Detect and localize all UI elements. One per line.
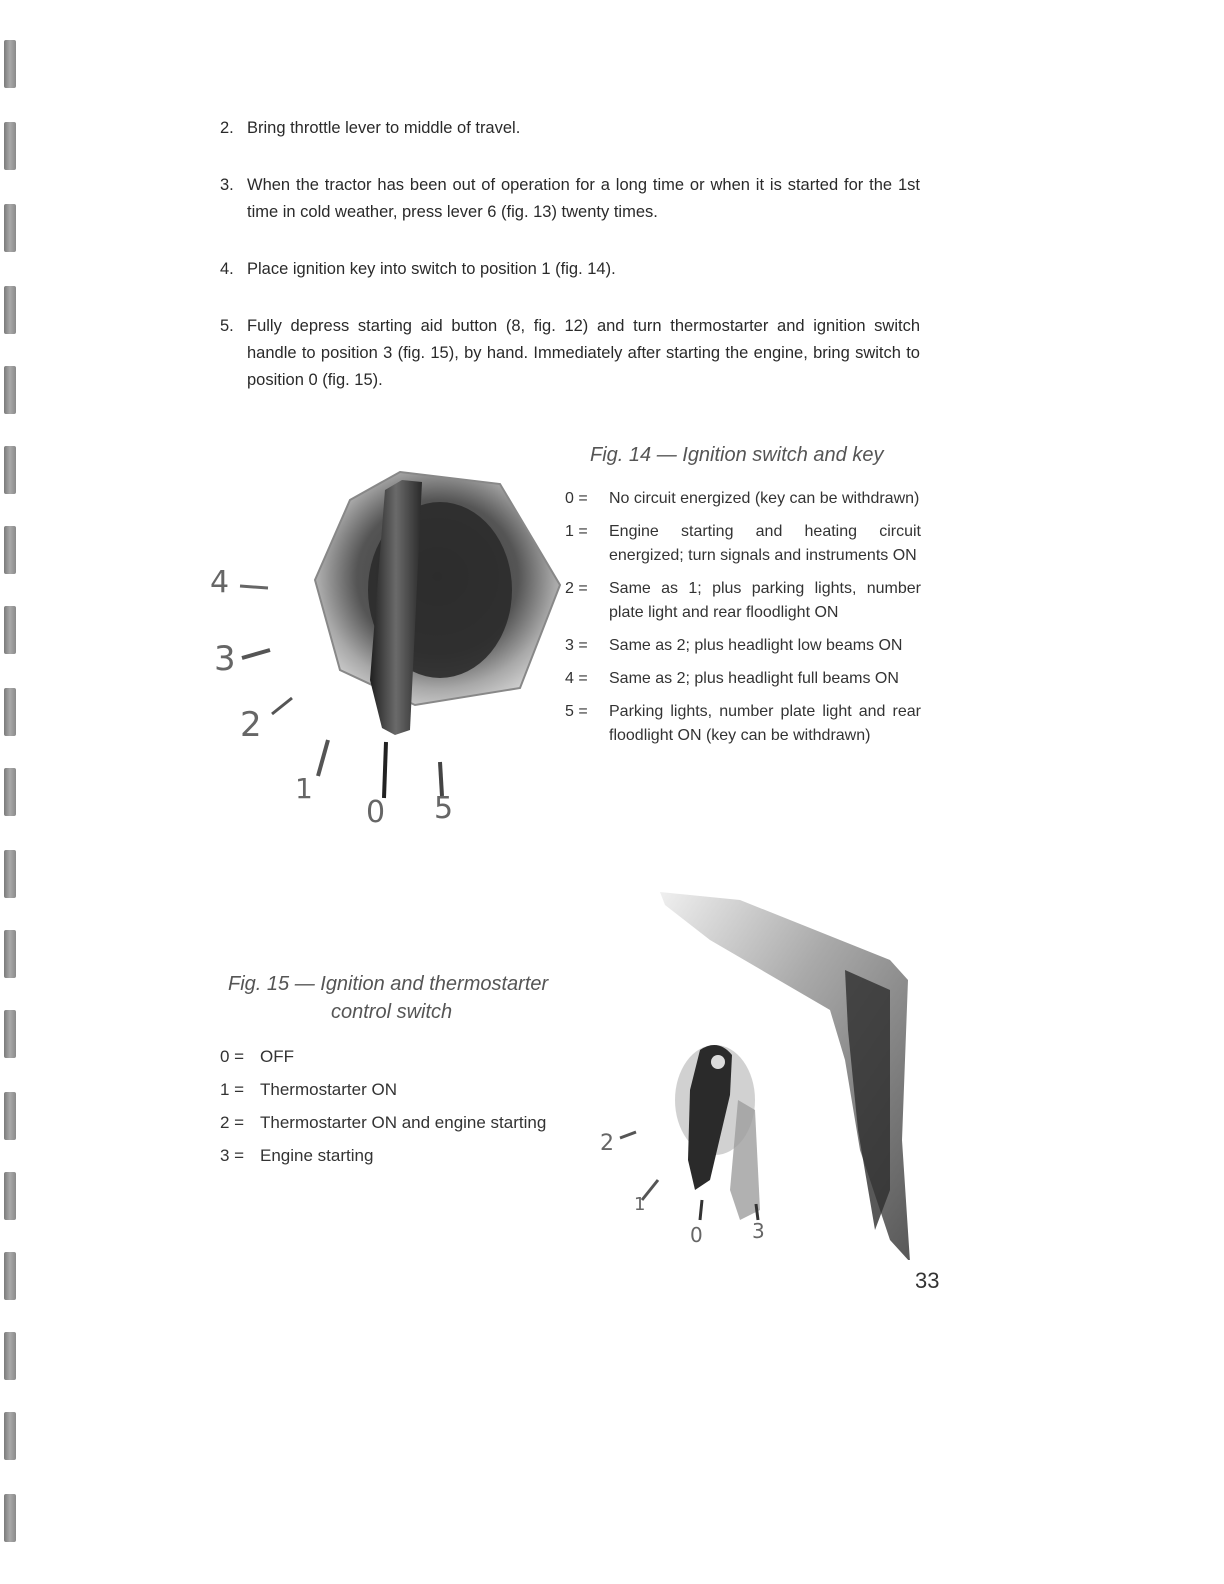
- step-text: Fully depress starting aid button (8, fig. 12) and turn thermostarter and ignition switch handle to position 3 (fig. 15), by hand. Immediately after starting the engine, bring switch to position 0 (fig. 15).: [247, 317, 920, 389]
- legend-key: 0 =: [220, 1047, 245, 1066]
- step-number: 4.: [220, 260, 234, 278]
- thermostarter-switch-illustration: [590, 890, 920, 1260]
- legend-text: Parking lights, number plate light and rear floodlight ON (key can be withdrawn): [609, 703, 921, 744]
- fig15-caption: [228, 970, 548, 1026]
- fig14-caption: Fig. 14 — Ignition switch and key: [590, 444, 884, 466]
- fig14-legend: [565, 487, 921, 757]
- position-label-5: 5: [434, 791, 454, 826]
- fig15-caption-line1: Fig. 15 — Ignition and thermostarter: [228, 973, 549, 995]
- position-label-1: 1: [634, 1194, 646, 1215]
- ignition-switch-illustration: [200, 460, 570, 840]
- position-label-2: 2: [600, 1131, 614, 1156]
- legend-key: 2 =: [565, 580, 588, 597]
- legend-text: Thermostarter ON: [260, 1080, 397, 1099]
- legend-key: 0 =: [565, 490, 588, 507]
- position-label-0: 0: [366, 795, 386, 830]
- fig15-caption-line2: control switch: [331, 1001, 453, 1023]
- step-text: Place ignition key into switch to position 1 (fig. 14).: [247, 260, 616, 278]
- position-label-4: 4: [210, 565, 230, 600]
- legend-row: [565, 700, 921, 748]
- legend-text: Same as 2; plus headlight low beams ON: [609, 637, 903, 654]
- step-number: 2.: [220, 119, 234, 137]
- step-item: [220, 313, 920, 394]
- legend-row: [220, 1075, 560, 1104]
- step-number: 3.: [220, 176, 234, 194]
- legend-key: 1 =: [220, 1080, 245, 1099]
- legend-text: No circuit energized (key can be withdrawn): [609, 490, 920, 507]
- step-text: When the tractor has been out of operation for a long time or when it is started for the 1st time in cold weather, press lever 6 (fig. 13) twenty times.: [247, 176, 920, 221]
- legend-key: 3 =: [220, 1146, 245, 1165]
- legend-row: [565, 667, 921, 691]
- legend-text: Engine starting: [260, 1146, 374, 1165]
- legend-key: 4 =: [565, 670, 588, 687]
- legend-key: 5 =: [565, 703, 588, 720]
- legend-row: [565, 520, 921, 568]
- spiral-binding: [0, 0, 60, 1584]
- position-label-0: 0: [690, 1223, 703, 1247]
- page-number: 33: [915, 1268, 940, 1293]
- instruction-steps: [220, 115, 920, 424]
- legend-row: [220, 1108, 560, 1137]
- position-label-3: 3: [752, 1219, 765, 1243]
- step-item: [220, 256, 920, 283]
- fig15-legend: [220, 1042, 560, 1174]
- legend-row: [220, 1042, 560, 1071]
- legend-text: Same as 1; plus parking lights, number plate light and rear floodlight ON: [609, 580, 921, 621]
- legend-key: 1 =: [565, 523, 588, 540]
- legend-row: [565, 634, 921, 658]
- legend-text: Thermostarter ON and engine starting: [260, 1113, 547, 1132]
- legend-row: [565, 577, 921, 625]
- legend-row: [220, 1141, 560, 1170]
- legend-text: Engine starting and heating circuit energized; turn signals and instruments ON: [609, 523, 921, 564]
- step-text: Bring throttle lever to middle of travel.: [247, 119, 521, 137]
- position-label-2: 2: [240, 705, 262, 745]
- position-label-3: 3: [214, 639, 236, 679]
- step-item: [220, 172, 920, 226]
- position-label-1: 1: [295, 772, 313, 805]
- legend-key: 3 =: [565, 637, 588, 654]
- legend-key: 2 =: [220, 1113, 245, 1132]
- legend-text: Same as 2; plus headlight full beams ON: [609, 670, 899, 687]
- legend-row: [565, 487, 921, 511]
- legend-text: OFF: [260, 1047, 294, 1066]
- step-item: [220, 115, 920, 142]
- step-number: 5.: [220, 317, 234, 335]
